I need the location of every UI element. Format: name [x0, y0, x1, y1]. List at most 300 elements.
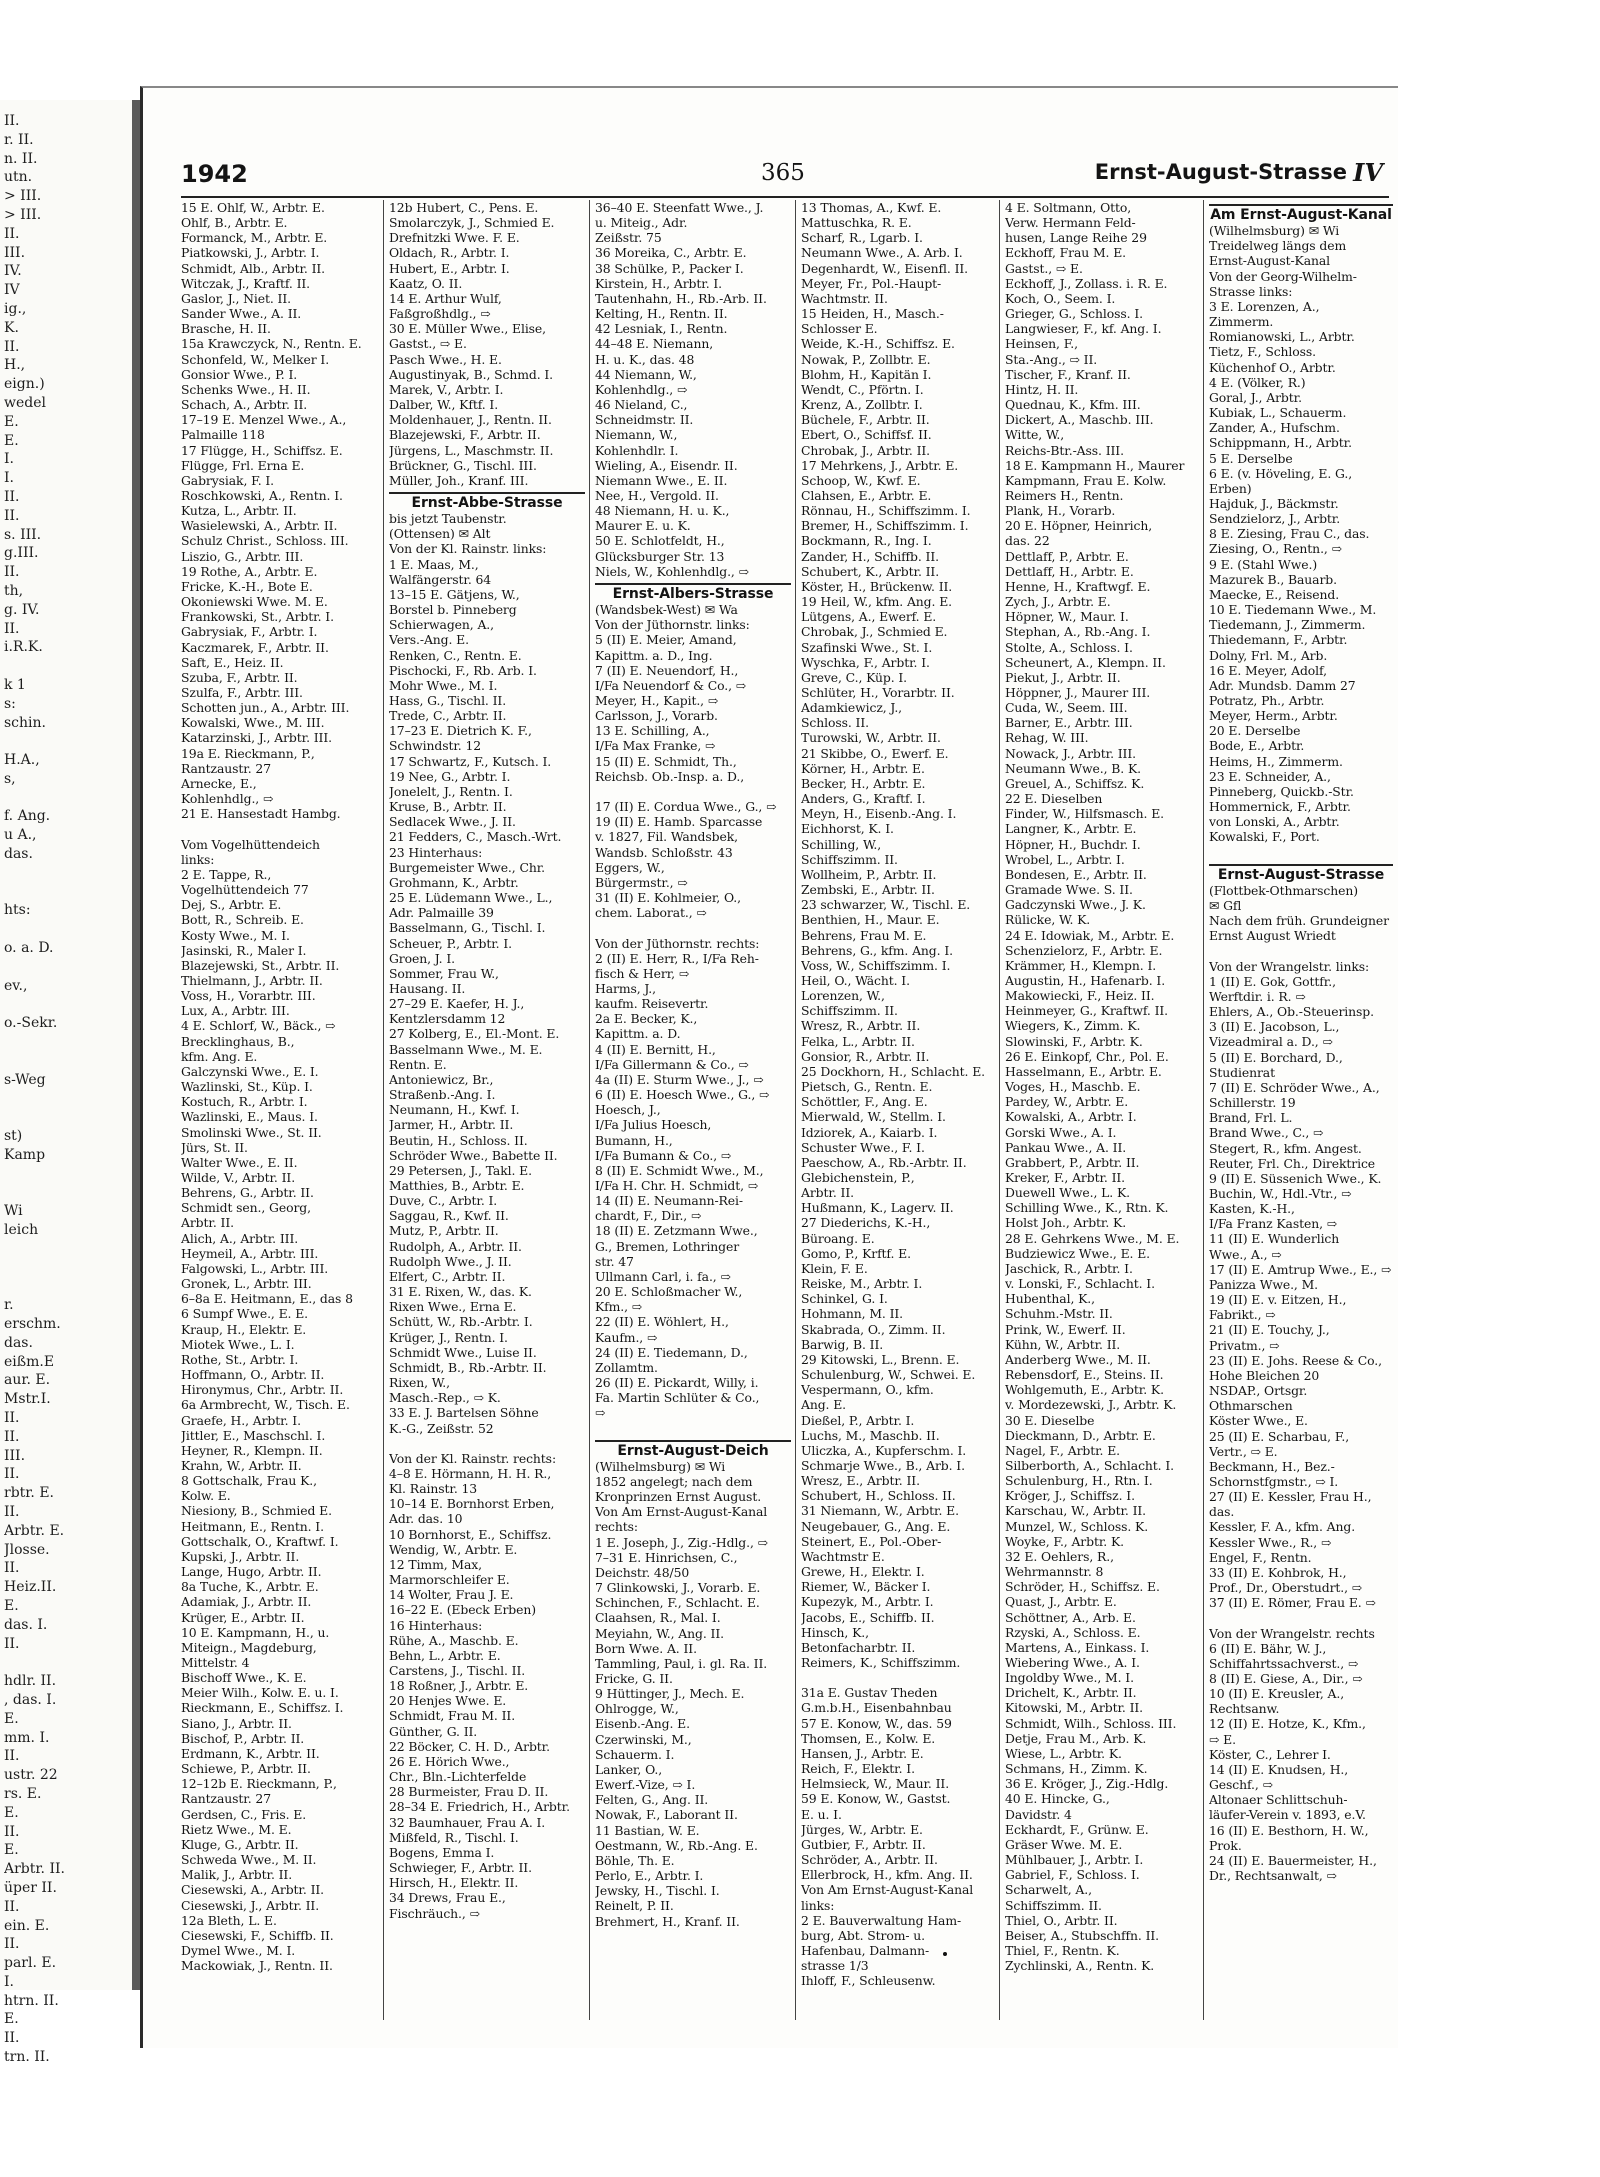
directory-entry: Anders, G., Kraftf. I. [801, 791, 926, 807]
directory-column-3 [595, 200, 791, 2020]
directory-entry: 21 Fedders, C., Masch.-Wrt. [389, 829, 562, 845]
directory-entry: Vers.-Ang. E. [389, 632, 469, 648]
directory-entry: Galczynski Wwe., E. I. [181, 1063, 319, 1079]
directory-entry: 26 (II) E. Pickardt, Willy, i. [595, 1375, 759, 1391]
directory-entry: Grohmann, K., Arbtr. [389, 874, 519, 890]
directory-entry: Scheuer, P., Arbtr. I. [389, 935, 512, 951]
directory-entry: Reuter, Frl. Ch., Direktrice [1209, 1155, 1376, 1171]
directory-entry: Flügge, Frl. Erna E. [181, 457, 305, 473]
directory-entry [389, 1436, 585, 1451]
facing-page-line: s, [4, 770, 16, 787]
directory-entry: 20 E. Derselbe [1209, 723, 1301, 739]
directory-entry: Kosty Wwe., M. I. [181, 927, 290, 943]
directory-entry: Meyer, H., Kapit., ⇨ [595, 693, 719, 708]
directory-entry: Chrobak, J., Schmied E. [801, 624, 948, 640]
directory-entry: Kl. Rainstr. 13 [389, 1481, 478, 1497]
directory-entry: Bode, E., Arbtr. [1209, 738, 1305, 754]
directory-entry: 3 (II) E. Jacobson, L., [1209, 1019, 1340, 1035]
directory-entry: Moldenhauer, J., Rentn. II. [389, 412, 552, 428]
directory-entry: Thiel, F., Rentn. K. [1005, 1942, 1120, 1958]
directory-entry: Reinelt, P. II. [595, 1898, 674, 1914]
directory-entry: Schulenburg, W., Schwei. E. [801, 1367, 976, 1383]
directory-entry: Kohlenhdlg., ⇨ [595, 381, 688, 397]
directory-entry: Nowack, J., Arbtr. III. [1005, 745, 1136, 761]
directory-entry: Wieling, A., Eisendr. II. [595, 457, 738, 473]
directory-entry: Dieckmann, D., Arbtr. E. [1005, 1427, 1156, 1443]
facing-page-line: II. [4, 113, 20, 129]
directory-entry: Nowak, P., Zollbtr. E. [801, 351, 931, 367]
directory-entry: Zollamtm. [595, 1359, 658, 1375]
directory-entry: 31a E. Gustav Theden [801, 1685, 938, 1701]
directory-entry: Ciesewski, F., Schiffb. II. [181, 1927, 334, 1943]
directory-entry: Thiel, O., Arbtr. II. [1005, 1912, 1118, 1928]
facing-page-line [4, 789, 128, 808]
directory-entry: 26 E. Hörich Wwe., [389, 1753, 510, 1769]
directory-entry: Von der Jüthornstr. links: [595, 617, 750, 633]
directory-entry: Gadczynski Wwe., J. K. [1005, 897, 1146, 913]
directory-entry: Blazejewski, F., Arbtr. II. [389, 427, 541, 443]
directory-entry: 12 Timm, Max, [389, 1556, 483, 1572]
directory-entry: Schlüter, H., Vorarbtr. II. [801, 685, 955, 700]
directory-entry: 17–23 E. Dietrich K. F., [389, 723, 532, 739]
directory-entry: Felka, L., Arbtr. II. [801, 1033, 915, 1049]
directory-entry: Neumann Wwe., B. K. [1005, 760, 1141, 776]
directory-entry: 23 E. Schneider, A., [1209, 768, 1331, 784]
directory-entry: Gomo, P., Krftf. E. [801, 1245, 911, 1261]
directory-entry: Tischer, F., Kranf. II. [1005, 366, 1131, 382]
directory-entry: Schröder, H., Schiffsz. E. [1005, 1579, 1160, 1595]
facing-page-line: eign.) [4, 376, 45, 393]
directory-entry: 5 (II) E. Meier, Amand, [595, 632, 737, 648]
directory-entry: Grieger, G., Schloss. I. [1005, 306, 1143, 322]
directory-entry: Helmsieck, W., Maur. II. [801, 1776, 950, 1792]
directory-entry: Claahsen, R., Mal. I. [595, 1610, 721, 1626]
directory-entry [1209, 845, 1393, 860]
directory-entry: Paeschow, A., Rb.-Arbtr. II. [801, 1154, 967, 1170]
directory-entry: Schillerstr. 19 [1209, 1095, 1296, 1111]
directory-entry: 4 E. Soltmann, Otto, [1005, 200, 1132, 215]
directory-entry: Schenzielorz, F., Arbtr. E. [1005, 942, 1163, 958]
directory-entry: 29 Petersen, J., Takl. E. [389, 1162, 532, 1178]
facing-page-line: eißm.E [4, 1353, 55, 1370]
directory-entry: 50 E. Schlotfeldt, H., [595, 533, 725, 549]
directory-entry: G.m.b.H., Eisenbahnbau [801, 1700, 952, 1716]
directory-entry: 5 (II) E. Borchard, D., [1209, 1049, 1343, 1065]
directory-entry: Kaufm., ⇨ [595, 1329, 658, 1345]
facing-page-line: II. [4, 1635, 20, 1652]
directory-entry: 9 Hüttinger, J., Mech. E. [595, 1686, 745, 1702]
directory-entry: 2 E. Bauverwaltung Ham- [801, 1912, 962, 1928]
directory-entry: I/Fa H. Chr. H. Schmidt, ⇨ [595, 1178, 759, 1193]
directory-entry: Reichsb. Ob.-Insp. a. D., [595, 768, 745, 784]
directory-entry: ✉ Gfl [1209, 898, 1242, 914]
directory-entry: 19 Rothe, A., Arbtr. E. [181, 563, 318, 579]
directory-entry: Von Am Ernst-August-Kanal [595, 1504, 768, 1520]
directory-entry: Smolinski Wwe., St. II. [181, 1124, 322, 1140]
directory-entry [595, 920, 791, 935]
facing-page-line: htrn. II. [4, 1992, 59, 2009]
directory-entry: (Ottensen) ✉ Alt [389, 526, 491, 542]
directory-entry: Schilling Wwe., K., Rtn. K. [1005, 1200, 1169, 1216]
directory-entry: Tautenhahn, H., Rb.-Arb. II. [595, 290, 767, 306]
facing-page-line [4, 1277, 128, 1296]
directory-entry: Gottschalk, O., Kraftwf. I. [181, 1533, 339, 1549]
directory-entry: 23 (II) E. Johs. Reese & Co., [1209, 1352, 1382, 1368]
directory-entry: Adamkiewicz, J., [801, 700, 903, 716]
facing-page-line: II. [4, 564, 20, 581]
directory-entry: Klein, F. E. [801, 1260, 868, 1276]
directory-entry: Thielmann, J., Arbtr. II. [181, 972, 323, 988]
directory-entry: Duve, C., Arbtr. I. [389, 1193, 498, 1209]
directory-entry: 8 (II) E. Schmidt Wwe., M., [595, 1162, 764, 1178]
directory-entry: Slowinski, F., Arbtr. K. [1005, 1033, 1143, 1049]
directory-entry: Renken, C., Rentn. E. [389, 647, 522, 663]
directory-entry: 31 Niemann, W., Arbtr. E. [801, 1503, 959, 1519]
directory-entry: Rixen Wwe., Erna E. [389, 1299, 517, 1315]
directory-entry: Jasinski, R., Maler I. [181, 942, 307, 958]
directory-entry: Henne, H., Kraftwgf. E. [1005, 578, 1151, 594]
directory-entry: Wendig, W., Arbtr. E. [389, 1541, 518, 1557]
directory-entry: Hommernick, F., Arbtr. [1209, 799, 1351, 815]
directory-entry: Mattuschka, R. E. [801, 215, 912, 231]
directory-entry: Oldach, R., Arbtr. I. [389, 245, 510, 261]
street-heading: Ernst-Abbe-Strasse [389, 492, 585, 511]
directory-entry: Saft, E., Heiz. II. [181, 654, 284, 670]
facing-page-line: erschm. [4, 1316, 61, 1332]
directory-entry: 2 (II) E. Herr, R., I/Fa Reh- [595, 950, 759, 966]
directory-entry: Büroang. E. [801, 1230, 875, 1246]
directory-entry: 6a Armbrecht, W., Tisch. E. [181, 1397, 350, 1413]
directory-entry: Wehrmannstr. 8 [1005, 1564, 1104, 1580]
facing-page-line: ig., [4, 300, 27, 317]
column-divider [589, 200, 590, 2020]
directory-entry: Kronprinzen Ernst August. [595, 1489, 762, 1505]
directory-entry: Köster Wwe., E. [1209, 1413, 1308, 1429]
directory-entry: 40 E. Hincke, G., [1005, 1791, 1110, 1807]
directory-entry: 15a Krawczyck, N., Rentn. E. [181, 336, 362, 352]
directory-entry: Beutin, H., Schloss. II. [389, 1132, 528, 1148]
directory-entry: Engel, F., Rentn. [1209, 1549, 1312, 1565]
directory-entry: Mackowiak, J., Rentn. II. [181, 1958, 333, 1974]
directory-entry: Ziesing, O., Rentn., ⇨ [1209, 541, 1342, 557]
directory-entry: 8 (II) E. Giese, A., Dir., ⇨ [1209, 1671, 1363, 1686]
directory-entry: Munzel, W., Schloss. K. [1005, 1518, 1149, 1534]
directory-entry: 4a (II) E. Sturm Wwe., J., ⇨ [595, 1071, 764, 1087]
facing-page-line: K. [4, 319, 19, 336]
directory-entry: Ernst-August-Kanal [1209, 253, 1331, 269]
directory-entry: Kentzlersdamm 12 [389, 1011, 506, 1027]
directory-entry: Kubiak, L., Schauerm. [1209, 405, 1347, 421]
directory-entry: Schilling, W., [801, 836, 882, 852]
directory-entry: Quednau, K., Kfm. III. [1005, 397, 1141, 413]
directory-entry: Langner, K., Arbtr. E. [1005, 821, 1137, 837]
facing-page-line: r. II. [4, 131, 34, 148]
facing-page-line: parl. E. [4, 1955, 57, 1972]
directory-entry: Neugebauer, G., Ang. E. [801, 1518, 951, 1534]
directory-entry: Sendzielorz, J., Arbtr. [1209, 511, 1341, 527]
directory-entry: Reimers H., Rentn. [1005, 487, 1124, 503]
directory-entry: 17 Mehrkens, J., Arbtr. E. [801, 457, 959, 473]
directory-entry: Duewell Wwe., L. K. [1005, 1185, 1130, 1201]
directory-entry: Schinkel, G. I. [801, 1291, 888, 1307]
directory-entry: Kowalski, Wwe., M. III. [181, 715, 325, 731]
street-heading: Ernst-Albers-Strasse [595, 583, 791, 602]
facing-page-line: s: [4, 695, 16, 712]
directory-entry: 13 E. Schilling, A., [595, 723, 710, 739]
directory-entry: Gaslor, J., Niet. II. [181, 290, 291, 306]
directory-column-5 [1005, 200, 1199, 2020]
directory-entry: 24 (II) E. Tiedemann, D., [595, 1344, 748, 1360]
directory-entry: Kaczmarek, F., Arbtr. II. [181, 639, 329, 655]
directory-entry: Schuster Wwe., F. I. [801, 1139, 925, 1155]
directory-entry: 6 (II) E. Bähr, W. J., [1209, 1640, 1327, 1656]
directory-entry: Schinchen, F., Schlacht. E. [595, 1595, 760, 1611]
directory-entry: Gramade Wwe. S. II. [1005, 882, 1133, 898]
directory-entry: 1 (II) E. Gok, Gottfr., [1209, 973, 1336, 989]
directory-entry: Strasse links: [1209, 283, 1293, 299]
facing-page-line: I. [4, 451, 14, 468]
directory-entry: 12 (II) E. Hotze, K., Kfm., [1209, 1716, 1366, 1732]
directory-entry: Kluge, G., Arbtr. II. [181, 1836, 299, 1852]
directory-entry: Bondesen, E., Arbtr. II. [1005, 866, 1147, 882]
directory-entry: Reiske, M., Arbtr. I. [801, 1276, 923, 1292]
directory-column-1 [181, 200, 379, 2020]
directory-entry: Oestmann, W., Rb.-Ang. E. [595, 1837, 758, 1853]
directory-entry: links: [181, 851, 215, 867]
directory-entry: 44 Niemann, W., [595, 366, 697, 382]
directory-entry: Hass, G., Tischl. II. [389, 693, 507, 708]
directory-entry: Blazejewski, St., Arbtr. II. [181, 957, 340, 973]
directory-entry: Straßenb.-Ang. I. [389, 1087, 496, 1103]
directory-entry: 25 (II) E. Scharbau, F., [1209, 1428, 1350, 1444]
directory-entry: Kasten, K.-H., [1209, 1201, 1295, 1217]
directory-entry: Behrens, G., kfm. Ang. I. [801, 942, 953, 958]
directory-entry: Plank, H., Vorarb. [1005, 503, 1116, 519]
directory-entry: kfm. Ang. E. [181, 1048, 258, 1064]
directory-entry: ⇨ [595, 1405, 606, 1421]
directory-entry: 28 E. Gehrkens Wwe., M. E. [1005, 1230, 1180, 1246]
directory-entry: Goral, J., Arbtr. [1209, 389, 1302, 405]
directory-entry: Piekut, J., Arbtr. II. [1005, 669, 1121, 685]
directory-entry: Rebensdorf, E., Steins. II. [1005, 1367, 1164, 1383]
directory-entry: I/Fa Franz Kasten, ⇨ [1209, 1216, 1338, 1232]
directory-entry: Behrens, G., Arbtr. II. [181, 1185, 314, 1201]
directory-entry: 17 Flügge, H., Schiffsz. E. [181, 442, 343, 458]
directory-entry: Kutza, L., Arbtr. II. [181, 503, 297, 519]
directory-entry: 22 Böcker, C. H. D., Arbtr. [389, 1738, 550, 1754]
directory-entry [801, 1670, 995, 1685]
directory-entry: Stegert, R., kfm. Angest. [1209, 1140, 1362, 1156]
directory-entry: Davidstr. 4 [1005, 1806, 1072, 1822]
directory-entry: Hafenbau, Dalmann- [801, 1942, 930, 1958]
page-header [181, 160, 1389, 198]
directory-entry: Schauerm. I. [595, 1746, 675, 1762]
directory-entry: Miteign., Magdeburg, [181, 1639, 317, 1655]
directory-entry: Meyn, H., Eisenb.-Ang. I. [801, 806, 957, 822]
street-heading: Am Ernst-August-Kanal [1209, 204, 1393, 223]
directory-entry: Mierwald, W., Stellm. I. [801, 1109, 946, 1125]
directory-entry: Adr. Palmaille 39 [389, 905, 494, 921]
directory-entry: Gastst., ⇨ E. [389, 336, 467, 352]
directory-entry: Dickert, A., Maschb. III. [1005, 412, 1154, 428]
directory-entry: Schmidt, B., Rb.-Arbtr. II. [389, 1359, 547, 1375]
directory-entry: Schach, A., Arbtr. II. [181, 397, 308, 413]
directory-entry: Gabrysiak, F. I. [181, 472, 275, 488]
directory-entry: G., Bremen, Lothringer [595, 1238, 740, 1254]
directory-entry [1209, 944, 1393, 959]
directory-entry: Makowiecki, F., Heiz. II. [1005, 988, 1155, 1004]
directory-entry: I/Fa Max Franke, ⇨ [595, 738, 716, 754]
directory-entry: 7–31 E. Hinrichsen, C., [595, 1549, 738, 1565]
directory-entry: Hirsch, H., Elektr. II. [389, 1875, 519, 1891]
directory-entry: Romianowski, L., Arbtr. [1209, 329, 1355, 345]
directory-entry: Von der Kl. Rainstr. links: [389, 541, 547, 557]
directory-entry: Faßgroßhdlg., ⇨ [389, 306, 491, 322]
directory-entry: 10 Bornhorst, E., Schiffsz. [389, 1526, 552, 1542]
directory-entry: Schenks Wwe., H. II. [181, 381, 311, 397]
directory-entry: Fricke, G. II. [595, 1671, 673, 1686]
directory-entry: Schütt, W., Rb.-Arbtr. I. [389, 1314, 533, 1330]
directory-entry: Bott, R., Schreib. E. [181, 912, 304, 928]
directory-entry: links: [801, 1897, 835, 1913]
facing-page-line: ein. E. [4, 1917, 50, 1934]
directory-entry: Von der Kl. Rainstr. rechts: [389, 1450, 557, 1466]
directory-entry: Jacobs, E., Schiffb. II. [801, 1609, 935, 1625]
directory-entry: Bürgermstr., ⇨ [595, 874, 688, 890]
directory-entry: Rixen, W., [389, 1375, 450, 1391]
directory-entry: Dymel Wwe., M. I. [181, 1942, 296, 1958]
directory-entry: 19 (II) E. Hamb. Sparcasse [595, 814, 763, 830]
directory-entry: Heinmeyer, G., Kraftwf. II. [1005, 1003, 1168, 1019]
directory-entry: Grabbert, P., Arbtr. II. [1005, 1154, 1140, 1170]
running-street-title: Ernst-August-Strasse [1094, 160, 1347, 184]
directory-entry: Behn, L., Arbtr. E. [389, 1647, 501, 1663]
facing-page-line: II. [4, 1466, 20, 1483]
directory-entry: Adr. Mundsb. Damm 27 [1209, 677, 1356, 693]
facing-page-line: II. [4, 620, 20, 637]
directory-entry: (Wandsbek-West) ✉ Wa [595, 602, 738, 618]
directory-entry: 8 E. Ziesing, Frau C., das. [1209, 526, 1370, 542]
facing-page-line: o. a. D. [4, 940, 54, 957]
directory-entry: Saggau, R., Kwf. II. [389, 1208, 509, 1224]
directory-entry: 15 E. Ohlf, W., Arbtr. E. [181, 200, 325, 215]
directory-entry: von Lonski, A., Arbtr. [1209, 814, 1340, 830]
facing-page-line: s. III. [4, 526, 42, 543]
directory-entry: Harms, J., [595, 980, 656, 996]
directory-entry: Krahn, W., Arbtr. II. [181, 1457, 302, 1473]
facing-page-line: s-Weg [4, 1071, 46, 1088]
directory-entry: 46 Nieland, C., [595, 397, 688, 413]
directory-entry: Böhle, Th. E. [595, 1852, 675, 1868]
directory-entry: Ewerf.-Vize, ⇨ I. [595, 1777, 696, 1793]
facing-page-line: trn. II. [4, 2049, 50, 2066]
directory-entry: Arbtr. II. [181, 1215, 234, 1231]
directory-entry: Lütgens, A., Ewerf. E. [801, 609, 937, 625]
directory-entry: 1 E. Joseph, J., Zig.-Hdlg., ⇨ [595, 1534, 768, 1550]
directory-entry: Ellerbrock, H., kfm. Ang. II. [801, 1867, 973, 1883]
directory-entry: Ang. E. [801, 1397, 847, 1413]
facing-page-line: i.R.K. [4, 639, 43, 656]
directory-entry: Gräser Wwe. M. E. [1005, 1836, 1123, 1852]
directory-entry [595, 784, 791, 799]
directory-entry: Formanck, M., Arbtr. E. [181, 230, 328, 246]
directory-entry: Schotten jun., A., Arbtr. III. [181, 700, 350, 716]
directory-column-6 [1209, 200, 1393, 2020]
directory-entry: Neumann, H., Kwf. I. [389, 1102, 520, 1118]
directory-entry: Voges, H., Maschb. E. [1005, 1079, 1141, 1095]
directory-entry: 59 E. Konow, W., Gastst. [801, 1791, 951, 1807]
directory-entry: Born Wwe. A. II. [595, 1640, 697, 1656]
directory-entry: Kitowski, M., Arbtr. II. [1005, 1700, 1144, 1716]
directory-entry: 17 (II) E. Cordua Wwe., G., ⇨ [595, 799, 777, 815]
directory-entry: Kowalski, A., Arbtr. I. [1005, 1109, 1137, 1125]
directory-entry: Tammling, Paul, i. gl. Ra. II. [595, 1655, 768, 1671]
directory-entry: Szafinski Wwe., St. I. [801, 639, 933, 655]
directory-entry: Siano, J., Arbtr. II. [181, 1715, 292, 1731]
directory-entry: Rudolph, A., Arbtr. II. [389, 1238, 522, 1254]
directory-entry: 31 (II) E. Kohlmeier, O., [595, 890, 741, 906]
directory-entry: Bremer, H., Schiffszimm. I. [801, 518, 969, 534]
directory-entry: Ingoldby Wwe., M. I. [1005, 1670, 1134, 1686]
directory-entry: Gonsior Wwe., P. I. [181, 366, 298, 382]
directory-entry: Niemann, W., [595, 427, 678, 443]
directory-entry: 14 (II) E. Knudsen, H., [1209, 1761, 1349, 1777]
column-divider [383, 200, 384, 2020]
directory-entry: Schmidt, Alb., Arbtr. II. [181, 260, 326, 276]
directory-entry: Kapittm. a. D. [595, 1026, 681, 1042]
directory-entry: Schoop, W., Kwf. E. [801, 472, 921, 488]
directory-entry: Marek, V., Arbtr. I. [389, 381, 504, 397]
directory-entry: Augustin, H., Hafenarb. I. [1005, 972, 1166, 988]
directory-entry: Pischocki, F., Rb. Arb. I. [389, 662, 537, 678]
directory-entry: 30 E. Dieselbe [1005, 1412, 1095, 1428]
directory-entry: Studienrat [1209, 1064, 1275, 1080]
directory-entry: 20 E. Höpner, Heinrich, [1005, 518, 1153, 534]
street-heading: Ernst-August-Strasse [1209, 864, 1393, 883]
directory-entry: Reich, F., Elektr. I. [801, 1761, 915, 1777]
directory-entry: Eichhorst, K. I. [801, 821, 894, 837]
directory-entry: Dej, S., Arbtr. E. [181, 897, 282, 913]
directory-entry: H. u. K., das. 48 [595, 351, 695, 367]
directory-entry: Werftdir. i. R. ⇨ [1209, 988, 1306, 1004]
directory-entry: 25 Dockhorn, H., Schlacht. E. [801, 1063, 986, 1079]
directory-entry: Prok. [1209, 1837, 1242, 1853]
directory-entry: Brasche, H. II. [181, 321, 271, 337]
facing-page-line: E. [4, 1804, 19, 1821]
directory-entry: Schubert, H., Schloss. II. [801, 1488, 956, 1504]
directory-entry: Turowski, W., Arbtr. II. [801, 730, 941, 746]
directory-entry: Höpner, H., Buchdr. I. [1005, 836, 1141, 852]
facing-page-line: H., [4, 357, 26, 374]
directory-entry: Von der Wrangelstr. rechts [1209, 1625, 1375, 1641]
directory-entry: 30 E. Müller Wwe., Elise, [389, 321, 547, 337]
facing-page-line: th, [4, 582, 24, 599]
directory-entry: 22 (II) E. Wöhlert, H., [595, 1314, 729, 1330]
directory-entry: 29 Kitowski, L., Brenn. E. [801, 1351, 960, 1367]
directory-entry: Heitmann, E., Rentn. I. [181, 1518, 324, 1534]
directory-entry: Müller, Joh., Kranf. III. [389, 472, 529, 488]
directory-entry: Mazurek B., Bauarb. [1209, 571, 1337, 587]
directory-entry: Kraup, H., Elektr. E. [181, 1321, 307, 1337]
directory-entry: Felten, G., Ang. II. [595, 1792, 709, 1808]
directory-entry: Wwe., A., ⇨ [1209, 1246, 1282, 1262]
directory-entry: Martens, A., Einkass. I. [1005, 1639, 1150, 1655]
directory-entry: Borstel b. Pinneberg [389, 602, 517, 618]
directory-entry: Verw. Hermann Feld- [1005, 215, 1136, 231]
directory-entry: Chr., Bln.-Lichterfelde [389, 1769, 527, 1785]
directory-entry: Thiedemann, F., Arbtr. [1209, 632, 1348, 648]
facing-page-line: IV. [4, 263, 22, 280]
